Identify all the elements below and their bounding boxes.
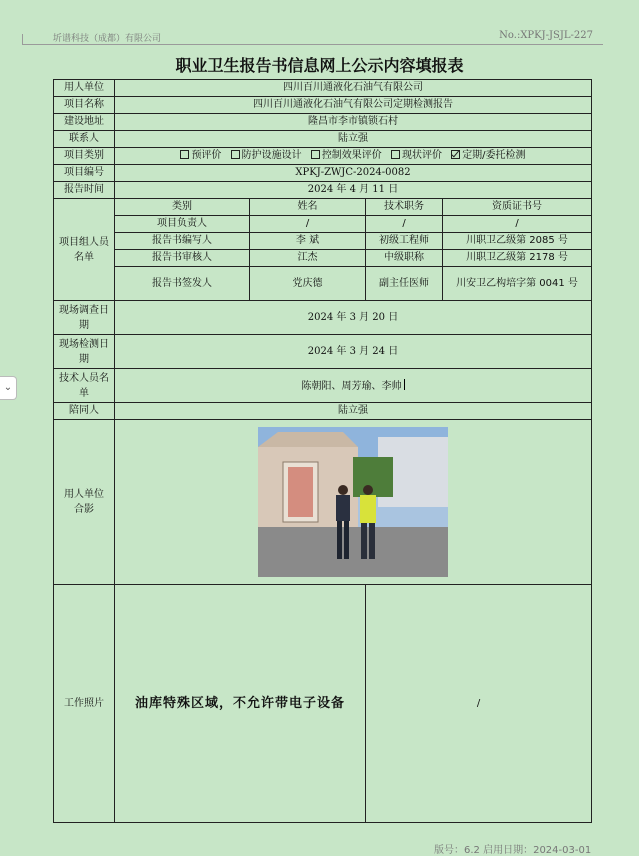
team-cell[interactable]: 川职卫乙级第 2085 号 [443, 233, 592, 250]
group-photo-image [258, 427, 448, 577]
page-title: 职业卫生报告书信息网上公示内容填报表 [175, 56, 464, 75]
category-options [115, 148, 592, 165]
employer-label: 用人单位 [54, 80, 115, 97]
survey-date-label: 现场调查日期 [54, 301, 115, 335]
team-header-cert: 资质证书号 [443, 199, 592, 216]
employer-value[interactable]: 四川百川通液化石油气有限公司 [115, 80, 592, 97]
checkbox-checked-icon [451, 150, 460, 159]
table-row [54, 250, 592, 267]
test-date-label: 现场检测日期 [54, 335, 115, 369]
tech-staff-label: 技术人员名单 [54, 369, 115, 403]
category-option-label: 现状评价 [402, 150, 442, 161]
checkbox-icon [391, 150, 400, 159]
team-cell: 项目负责人 [115, 216, 250, 233]
category-option-label: 控制效果评价 [321, 150, 382, 161]
survey-date-value[interactable]: 2024 年 3 月 20 日 [115, 301, 592, 335]
team-header-title: 技术职务 [366, 199, 443, 216]
category-option-label: 预评价 [191, 150, 222, 161]
category-label: 项目类别 [54, 148, 115, 165]
address-label: 建设地址 [54, 114, 115, 131]
header-doc-no: No.:XPKJ-JSJL-227 [499, 30, 593, 41]
project-no-value[interactable]: XPKJ-ZWJC-2024-0082 [115, 165, 592, 182]
team-label: 项目组人员名单 [54, 199, 115, 301]
project-name-label: 项目名称 [54, 97, 115, 114]
contact-label: 联系人 [54, 131, 115, 148]
text-cursor [404, 379, 405, 390]
team-header-category: 类别 [115, 199, 250, 216]
category-option-status-assessment[interactable] [391, 150, 442, 161]
team-cell[interactable]: 中级职称 [366, 250, 443, 267]
team-cell[interactable]: / [250, 216, 366, 233]
team-cell[interactable]: 初级工程师 [366, 233, 443, 250]
header-tick [22, 34, 23, 44]
tech-staff-value: 陈朝阳、周芳瑜、李帅 [301, 380, 402, 392]
report-time-label: 报告时间 [54, 182, 115, 199]
work-photo-notice: 油库特殊区域，不允许带电子设备 [115, 585, 366, 823]
footer-version: 版号：6.2 启用日期：2024-03-01 [434, 845, 592, 856]
header-divider [22, 44, 603, 45]
checkbox-icon [231, 150, 240, 159]
chevron-down-icon: ⌄ [3, 382, 13, 393]
category-option-label: 定期/委托检测 [462, 150, 526, 161]
side-collapse-tab[interactable] [0, 376, 17, 400]
work-photo-label: 工作照片 [54, 585, 115, 823]
project-no-label: 项目编号 [54, 165, 115, 182]
group-photo-label: 用人单位合影 [54, 420, 115, 585]
team-cell[interactable]: 李 斌 [250, 233, 366, 250]
category-option-control-effect[interactable] [311, 150, 382, 161]
escort-value[interactable]: 陆立强 [115, 403, 592, 420]
address-value[interactable]: 隆昌市李市镇锁石村 [115, 114, 592, 131]
team-cell[interactable]: / [366, 216, 443, 233]
table-row [54, 216, 592, 233]
category-option-label: 防护设施设计 [241, 150, 302, 161]
header-company: 圻谱科技（成都）有限公司 [53, 34, 162, 44]
category-option-periodic-test[interactable] [451, 150, 525, 161]
escort-label: 陪同人 [54, 403, 115, 420]
team-header-name: 姓名 [250, 199, 366, 216]
team-cell[interactable]: 江杰 [250, 250, 366, 267]
work-photo-right: / [366, 585, 592, 823]
category-option-pre-assessment[interactable] [180, 150, 221, 161]
group-photo-cell [115, 420, 592, 585]
table-row [54, 233, 592, 250]
checkbox-icon [180, 150, 189, 159]
team-cell[interactable]: / [443, 216, 592, 233]
tech-staff-cell[interactable] [115, 369, 592, 403]
team-cell: 报告书编写人 [115, 233, 250, 250]
team-cell: 报告书审核人 [115, 250, 250, 267]
group-photo[interactable] [258, 427, 448, 577]
report-time-value[interactable]: 2024 年 4 月 11 日 [115, 182, 592, 199]
team-cell[interactable]: 川职卫乙级第 2178 号 [443, 250, 592, 267]
table-row [54, 267, 592, 301]
form-table [53, 79, 592, 823]
project-name-value[interactable]: 四川百川通液化石油气有限公司定期检测报告 [115, 97, 592, 114]
checkbox-icon [311, 150, 320, 159]
team-cell[interactable]: 党庆德 [250, 267, 366, 301]
team-cell: 报告书签发人 [115, 267, 250, 301]
team-cell[interactable]: 副主任医师 [366, 267, 443, 301]
team-cell[interactable]: 川安卫乙构培字第 0041 号 [443, 267, 592, 301]
test-date-value[interactable]: 2024 年 3 月 24 日 [115, 335, 592, 369]
category-option-protection-design[interactable] [231, 150, 302, 161]
contact-value[interactable]: 陆立强 [115, 131, 592, 148]
